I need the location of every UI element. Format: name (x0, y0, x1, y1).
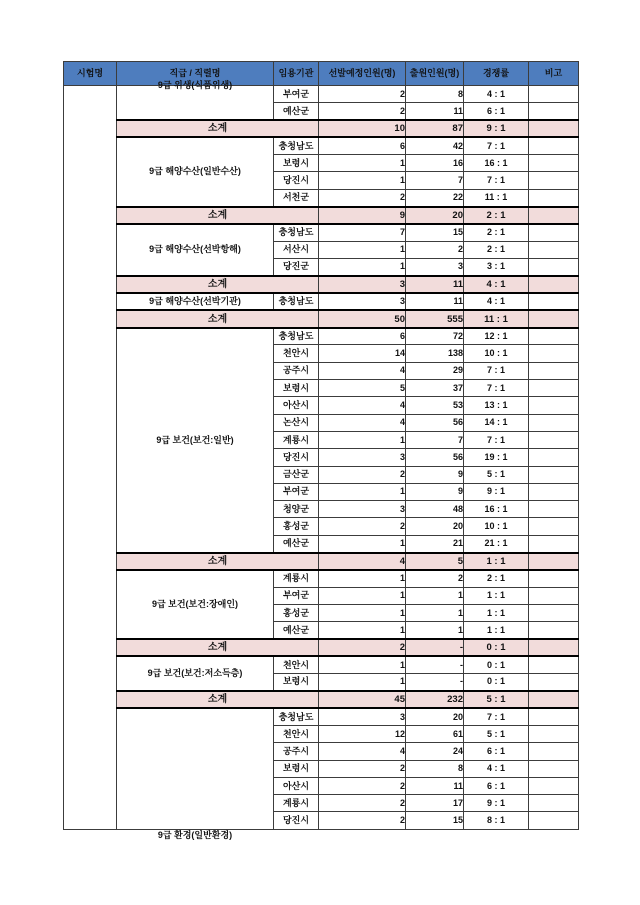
planned-cell: 2 (319, 189, 406, 206)
remark-cell (529, 501, 579, 518)
ratio-cell: 7 : 1 (464, 708, 529, 725)
planned-cell: 1 (319, 535, 406, 552)
applicants-cell: 20 (406, 518, 464, 535)
subtotal-applicants: 5 (406, 553, 464, 570)
remark-cell (529, 241, 579, 258)
applicants-cell: 2 (406, 241, 464, 258)
agency-cell: 보령시 (274, 674, 319, 691)
remark-cell (529, 674, 579, 691)
agency-cell: 계룡시 (274, 795, 319, 812)
subtotal-row (64, 207, 579, 224)
remark-cell (529, 172, 579, 189)
applicants-cell: 22 (406, 189, 464, 206)
group-label: 9급 보건(보건:장애인) (117, 570, 274, 639)
remark-cell (529, 708, 579, 725)
applicants-cell: 72 (406, 328, 464, 345)
group-label-text: 9급 위생(식품위생) (157, 80, 233, 90)
remark-cell (529, 587, 579, 604)
ratio-cell: 10 : 1 (464, 518, 529, 535)
table-body (64, 80, 579, 840)
applicants-cell: 11 (406, 777, 464, 794)
ratio-cell: 1 : 1 (464, 587, 529, 604)
remark-cell (529, 189, 579, 206)
subtotal-row (64, 120, 579, 137)
applicants-cell: 1 (406, 622, 464, 639)
remark-cell (529, 725, 579, 742)
ratio-cell: 2 : 1 (464, 224, 529, 241)
subtotal-label: 소계 (117, 207, 319, 224)
planned-cell: 2 (319, 812, 406, 829)
planned-cell: 1 (319, 431, 406, 448)
ratio-cell: 4 : 1 (464, 86, 529, 103)
applicants-cell: 8 (406, 86, 464, 103)
planned-cell: 2 (319, 518, 406, 535)
subtotal-applicants: - (406, 639, 464, 656)
planned-cell: 1 (319, 622, 406, 639)
remark-cell (529, 743, 579, 760)
agency-cell: 부여군 (274, 86, 319, 103)
remark-cell (529, 518, 579, 535)
ratio-cell: 4 : 1 (464, 293, 529, 310)
planned-cell: 1 (319, 258, 406, 275)
agency-cell: 공주시 (274, 362, 319, 379)
agency-cell: 부여군 (274, 587, 319, 604)
ratio-cell: 10 : 1 (464, 345, 529, 362)
applicants-cell: 15 (406, 224, 464, 241)
remark-cell (529, 604, 579, 621)
agency-cell: 계룡시 (274, 431, 319, 448)
subtotal-applicants: 20 (406, 207, 464, 224)
agency-cell: 충청남도 (274, 224, 319, 241)
agency-cell: 청양군 (274, 501, 319, 518)
remark-cell (529, 570, 579, 587)
applicants-cell: 20 (406, 708, 464, 725)
subtotal-row (64, 553, 579, 570)
subtotal-ratio: 2 : 1 (464, 207, 529, 224)
subtotal-planned: 45 (319, 691, 406, 708)
ratio-cell: 21 : 1 (464, 535, 529, 552)
ratio-cell: 7 : 1 (464, 172, 529, 189)
table-row (64, 137, 579, 154)
planned-cell: 1 (319, 172, 406, 189)
remark-cell (529, 120, 579, 137)
applicants-cell: - (406, 674, 464, 691)
ratio-cell: 1 : 1 (464, 622, 529, 639)
agency-cell: 금산군 (274, 466, 319, 483)
remark-cell (529, 691, 579, 708)
applicants-cell: 61 (406, 725, 464, 742)
remark-cell (529, 345, 579, 362)
ratio-cell: 1 : 1 (464, 604, 529, 621)
subtotal-ratio: 1 : 1 (464, 553, 529, 570)
subtotal-applicants: 11 (406, 276, 464, 293)
subtotal-label: 소계 (117, 639, 319, 656)
column-header: 시험명 (64, 62, 117, 86)
table-row (64, 656, 579, 673)
planned-cell: 7 (319, 224, 406, 241)
agency-cell: 천안시 (274, 656, 319, 673)
planned-cell: 1 (319, 587, 406, 604)
planned-cell: 6 (319, 328, 406, 345)
applicants-cell: 1 (406, 604, 464, 621)
applicants-cell: 11 (406, 103, 464, 120)
remark-cell (529, 137, 579, 154)
planned-cell: 6 (319, 137, 406, 154)
planned-cell: 1 (319, 674, 406, 691)
subtotal-label: 소계 (117, 310, 319, 327)
planned-cell: 4 (319, 743, 406, 760)
group-label: 9급 해양수산(선박기관) (117, 293, 274, 310)
remark-cell (529, 656, 579, 673)
agency-cell: 예산군 (274, 622, 319, 639)
remark-cell (529, 155, 579, 172)
subtotal-label: 소계 (117, 276, 319, 293)
subtotal-ratio: 11 : 1 (464, 310, 529, 327)
agency-cell: 보령시 (274, 155, 319, 172)
table-row (64, 224, 579, 241)
ratio-cell: 7 : 1 (464, 431, 529, 448)
ratio-cell: 7 : 1 (464, 362, 529, 379)
subtotal-planned: 50 (319, 310, 406, 327)
planned-cell: 12 (319, 725, 406, 742)
agency-cell: 아산시 (274, 777, 319, 794)
planned-cell: 1 (319, 570, 406, 587)
subtotal-applicants: 87 (406, 120, 464, 137)
ratio-cell: 14 : 1 (464, 414, 529, 431)
group-label: 9급 해양수산(선박항해) (117, 224, 274, 276)
agency-cell: 천안시 (274, 345, 319, 362)
applicants-cell: 8 (406, 760, 464, 777)
agency-cell: 보령시 (274, 760, 319, 777)
ratio-cell: 9 : 1 (464, 795, 529, 812)
group-label-text: 9급 환경(일반환경) (157, 829, 233, 840)
applicants-cell: 15 (406, 812, 464, 829)
subtotal-applicants: 232 (406, 691, 464, 708)
remark-cell (529, 103, 579, 120)
subtotal-ratio: 5 : 1 (464, 691, 529, 708)
remark-cell (529, 362, 579, 379)
remark-cell (529, 207, 579, 224)
planned-cell: 1 (319, 604, 406, 621)
applicants-cell: 138 (406, 345, 464, 362)
planned-cell: 1 (319, 656, 406, 673)
subtotal-label: 소계 (117, 120, 319, 137)
planned-cell: 3 (319, 293, 406, 310)
remark-cell (529, 622, 579, 639)
column-header: 경쟁률 (464, 62, 529, 86)
planned-cell: 2 (319, 86, 406, 103)
remark-cell (529, 466, 579, 483)
group-label: 9급 보건(보건:일반) (117, 328, 274, 553)
applicants-cell: 7 (406, 172, 464, 189)
agency-cell: 홍성군 (274, 604, 319, 621)
ratio-cell: 0 : 1 (464, 656, 529, 673)
remark-cell (529, 86, 579, 103)
subtotal-planned: 2 (319, 639, 406, 656)
agency-cell: 충청남도 (274, 328, 319, 345)
planned-cell: 1 (319, 241, 406, 258)
agency-cell: 논산시 (274, 414, 319, 431)
agency-cell: 서산시 (274, 241, 319, 258)
subtotal-row (64, 276, 579, 293)
planned-cell: 2 (319, 760, 406, 777)
remark-cell (529, 812, 579, 829)
agency-cell: 충청남도 (274, 293, 319, 310)
agency-cell: 당진시 (274, 449, 319, 466)
column-header: 선발예정인원(명) (319, 62, 406, 86)
applicants-cell: 24 (406, 743, 464, 760)
column-header: 직급 / 직렬명 (117, 62, 274, 86)
remark-cell (529, 777, 579, 794)
column-header: 임용기관 (274, 62, 319, 86)
subtotal-label: 소계 (117, 691, 319, 708)
ratio-cell: 7 : 1 (464, 380, 529, 397)
ratio-cell: 16 : 1 (464, 501, 529, 518)
agency-cell: 아산시 (274, 397, 319, 414)
remark-cell (529, 276, 579, 293)
planned-cell: 2 (319, 466, 406, 483)
subtotal-ratio: 9 : 1 (464, 120, 529, 137)
agency-cell: 보령시 (274, 380, 319, 397)
agency-cell: 홍성군 (274, 518, 319, 535)
applicants-cell: 37 (406, 380, 464, 397)
ratio-cell: 13 : 1 (464, 397, 529, 414)
group-label: 9급 보건(보건:저소득층) (117, 656, 274, 691)
ratio-cell: 9 : 1 (464, 483, 529, 500)
planned-cell: 3 (319, 708, 406, 725)
remark-cell (529, 328, 579, 345)
ratio-cell: 5 : 1 (464, 725, 529, 742)
remark-cell (529, 380, 579, 397)
planned-cell: 4 (319, 414, 406, 431)
planned-cell: 2 (319, 103, 406, 120)
planned-cell: 2 (319, 777, 406, 794)
ratio-cell: 2 : 1 (464, 570, 529, 587)
subtotal-row (64, 639, 579, 656)
applicants-cell: 21 (406, 535, 464, 552)
applicants-cell: 9 (406, 483, 464, 500)
agency-cell: 부여군 (274, 483, 319, 500)
remark-cell (529, 397, 579, 414)
subtotal-planned: 3 (319, 276, 406, 293)
ratio-cell: 11 : 1 (464, 189, 529, 206)
remark-cell (529, 553, 579, 570)
remark-cell (529, 760, 579, 777)
subtotal-planned: 10 (319, 120, 406, 137)
subtotal-ratio: 4 : 1 (464, 276, 529, 293)
subtotal-label: 소계 (117, 553, 319, 570)
table-page-clip (63, 61, 580, 840)
applicants-cell: 42 (406, 137, 464, 154)
agency-cell: 충청남도 (274, 708, 319, 725)
applicants-cell: 2 (406, 570, 464, 587)
remark-cell (529, 449, 579, 466)
applicants-cell: 29 (406, 362, 464, 379)
remark-cell (529, 310, 579, 327)
ratio-cell: 8 : 1 (464, 812, 529, 829)
applicants-cell: 3 (406, 258, 464, 275)
table-row (64, 86, 579, 103)
planned-cell: 3 (319, 501, 406, 518)
agency-cell: 계룡시 (274, 570, 319, 587)
ratio-cell: 6 : 1 (464, 777, 529, 794)
competition-rate-table (63, 61, 579, 840)
ratio-cell: 5 : 1 (464, 466, 529, 483)
exam-name-column-cell (64, 86, 117, 830)
applicants-cell: 16 (406, 155, 464, 172)
applicants-cell: 17 (406, 795, 464, 812)
table-row (64, 708, 579, 725)
agency-cell: 예산군 (274, 535, 319, 552)
remark-cell (529, 224, 579, 241)
planned-cell: 5 (319, 380, 406, 397)
remark-cell (529, 414, 579, 431)
ratio-cell: 12 : 1 (464, 328, 529, 345)
column-header: 비고 (529, 62, 579, 86)
applicants-cell: 7 (406, 431, 464, 448)
agency-cell: 서천군 (274, 189, 319, 206)
planned-cell: 4 (319, 397, 406, 414)
ratio-cell: 2 : 1 (464, 241, 529, 258)
table-row (64, 328, 579, 345)
applicants-cell: 53 (406, 397, 464, 414)
subtotal-planned: 9 (319, 207, 406, 224)
subtotal-row (64, 691, 579, 708)
ratio-cell: 0 : 1 (464, 674, 529, 691)
table-row (64, 570, 579, 587)
agency-cell: 당진시 (274, 812, 319, 829)
agency-cell: 천안시 (274, 725, 319, 742)
subtotal-applicants: 555 (406, 310, 464, 327)
agency-cell: 공주시 (274, 743, 319, 760)
subtotal-ratio: 0 : 1 (464, 639, 529, 656)
remark-cell (529, 258, 579, 275)
applicants-cell: 1 (406, 587, 464, 604)
ratio-cell: 6 : 1 (464, 743, 529, 760)
agency-cell: 예산군 (274, 103, 319, 120)
subtotal-planned: 4 (319, 553, 406, 570)
agency-cell: 당진군 (274, 258, 319, 275)
group-label: 9급 해양수산(일반수산) (117, 137, 274, 206)
planned-cell: 1 (319, 155, 406, 172)
agency-cell: 당진시 (274, 172, 319, 189)
applicants-cell: 56 (406, 414, 464, 431)
applicants-cell: 11 (406, 293, 464, 310)
ratio-cell: 19 : 1 (464, 449, 529, 466)
group-label (117, 80, 274, 121)
remark-cell (529, 639, 579, 656)
group-label (117, 708, 274, 840)
planned-cell: 2 (319, 795, 406, 812)
planned-cell: 3 (319, 449, 406, 466)
planned-cell: 4 (319, 362, 406, 379)
planned-cell: 1 (319, 483, 406, 500)
applicants-cell: 48 (406, 501, 464, 518)
ratio-cell: 3 : 1 (464, 258, 529, 275)
ratio-cell: 16 : 1 (464, 155, 529, 172)
remark-cell (529, 293, 579, 310)
remark-cell (529, 795, 579, 812)
remark-cell (529, 483, 579, 500)
remark-cell (529, 535, 579, 552)
applicants-cell: 9 (406, 466, 464, 483)
ratio-cell: 7 : 1 (464, 137, 529, 154)
agency-cell: 충청남도 (274, 137, 319, 154)
table-row (64, 293, 579, 310)
ratio-cell: 6 : 1 (464, 103, 529, 120)
ratio-cell: 4 : 1 (464, 760, 529, 777)
applicants-cell: - (406, 656, 464, 673)
column-header: 출원인원(명) (406, 62, 464, 86)
subtotal-row (64, 310, 579, 327)
applicants-cell: 56 (406, 449, 464, 466)
remark-cell (529, 431, 579, 448)
planned-cell: 14 (319, 345, 406, 362)
